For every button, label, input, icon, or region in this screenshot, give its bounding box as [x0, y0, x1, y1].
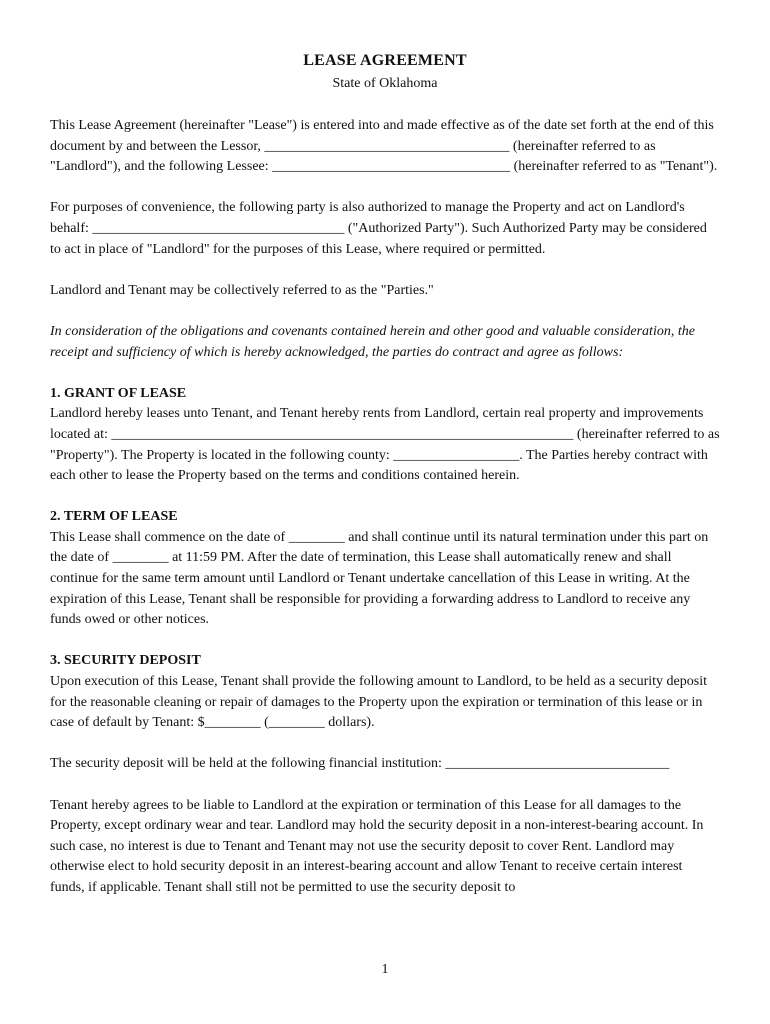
section-grant-of-lease: [50, 384, 720, 487]
section-paragraph: Tenant hereby agrees to be liable to Landlord at the expiration or termination of this Lease for all damages to the Property, except ordinary wear and tear. Landlord may hold the security deposit in a non-interest-bearing account. In such case, no interest is due to Tenant and Tenant may not use the security deposit to cover Rent. Landlord may otherwise elect to hold security deposit in an interest-bearing account and allow Tenant to receive certain interest funds, if applicable. Tenant shall still not be permitted to use the security deposit to: [50, 797, 704, 895]
section-heading: 2. TERM OF LEASE: [50, 509, 178, 525]
consideration-paragraph: In consideration of the obligations and covenants contained herein and other good and valuable consideration, the receipt and sufficiency of which is hereby acknowledged, the parties do contract and agree as follows:: [50, 323, 695, 360]
section-heading: 1. GRANT OF LEASE: [50, 385, 187, 401]
intro-paragraph: This Lease Agreement (hereinafter "Lease") is entered into and made effective as of the date set forth at the end of this document by and between the Lessor, ___________________________________ (hereinafter referred to as "Landlord"), and the following Lessee: __________________________________ (hereinafter referred to as "Tenant").: [50, 118, 718, 175]
document-title: LEASE AGREEMENT: [303, 52, 467, 69]
parties-paragraph: Landlord and Tenant may be collectively referred to as the "Parties.": [50, 282, 434, 298]
document-subtitle: State of Oklahoma: [332, 76, 438, 91]
section-heading: 3. SECURITY DEPOSIT: [50, 653, 201, 669]
authorized-party-paragraph: For purposes of convenience, the following party is also authorized to manage the Property and act on Landlord's behalf: ____________________________________ ("Authorized Party"). Such Authorized Party may be considered to act in place of "Landlord" for the purposes of this Lease, where required or permitted.: [50, 200, 707, 257]
section-security-deposit: [50, 651, 720, 898]
document-body: [50, 116, 720, 919]
section-term-of-lease: [50, 507, 720, 631]
section-paragraph: Upon execution of this Lease, Tenant shall provide the following amount to Landlord, to be held as a security deposit for the reasonable cleaning or repair of damages to the Property upon the expiration or termination of this lease or in case of default by Tenant: $________ (________ dollars).: [50, 674, 707, 731]
section-paragraph: Landlord hereby leases unto Tenant, and Tenant hereby rents from Landlord, certain real property and improvements located at: __________________________________________________________________ (hereinafter referred to as "Property"). The Property is located in the following county: __________________. The Parties hereby contract with each other to lease the Property based on the terms and conditions contained herein.: [50, 406, 720, 484]
section-paragraph: The security deposit will be held at the following financial institution: ________________________________: [50, 756, 670, 772]
page-number: 1: [381, 962, 389, 977]
section-paragraph: This Lease shall commence on the date of ________ and shall continue until its natural termination under this part on the date of ________ at 11:59 PM. After the date of termination, this Lease shall automatically renew and shall continue for the same term amount until Landlord or Tenant undertake cancellation of this Lease in writing. At the expiration of this Lease, Tenant shall be responsible for providing a forwarding address to Landlord to receive any funds owed or other notices.: [50, 529, 709, 628]
